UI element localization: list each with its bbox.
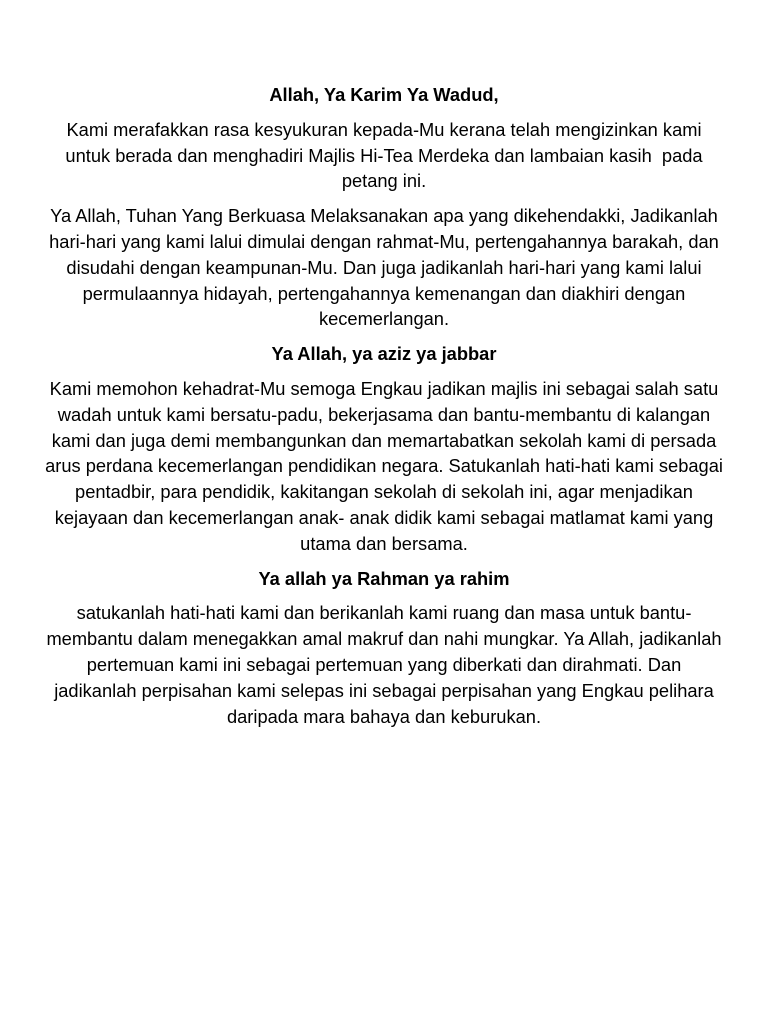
paragraph-ya-allah-tuhan: Ya Allah, Tuhan Yang Berkuasa Melaksanakan apa yang dikehendakki, Jadikanlah hari-hari yang kami lalui dimulai dengan rahmat-Mu, pertengahannya barakah, dan disudahi dengan keampunan-Mu. Dan juga jadikanlah hari-hari yang kami lalui permulaannya hidayah, pertengahannya kemenangan dan diakhiri dengan kecemerlangan. [49, 205, 724, 330]
paragraph-satukanlah: satukanlah hati-hati kami dan berikanlah kami ruang dan masa untuk bantu-membantu dalam menegakkan amal makruf dan nahi mungkar. Ya Allah, jadikanlah pertemuan kami ini sebagai pertemuan yang diberkati dan dirahmati. Dan jadikanlah perpisahan kami selepas ini sebagai perpisahan yang Engkau pelihara daripada mara bahaya dan keburukan. [46, 602, 727, 727]
paragraph-kesyukuran: Kami merafakkan rasa kesyukuran kepada-Mu kerana telah mengizinkan kami untuk berada dan menghadiri Majlis Hi-Tea Merdeka dan lambaian kasih pada petang ini. [65, 118, 708, 192]
heading-allah-ya-karim: Allah, Ya Karim Ya Wadud, [269, 84, 499, 105]
document-page [44, 82, 729, 738]
paragraph-kami-memohon: Kami memohon kehadrat-Mu semoga Engkau jadikan majlis ini sebagai salah satu wadah untuk kami bersatu-padu, bekerjasama dan bantu-membantu di kalangan kami dan juga demi membangunkan dan memartabatkan sekolah kami di persada arus perdana kecemerlangan pendidikan negara. Satukanlah hati-hati kami sebagai pentadbir, para pendidik, kakitangan sekolah di sekolah ini, agar menjadikan kejayaan dan kecemerlangan anak- anak didik kami sebagai matlamat kami yang utama dan bersama. [45, 377, 729, 554]
heading-ya-rahman-ya-rahim: Ya allah ya Rahman ya rahim [258, 567, 510, 589]
heading-ya-aziz-ya-jabbar: Ya Allah, ya aziz ya jabbar [271, 343, 497, 365]
